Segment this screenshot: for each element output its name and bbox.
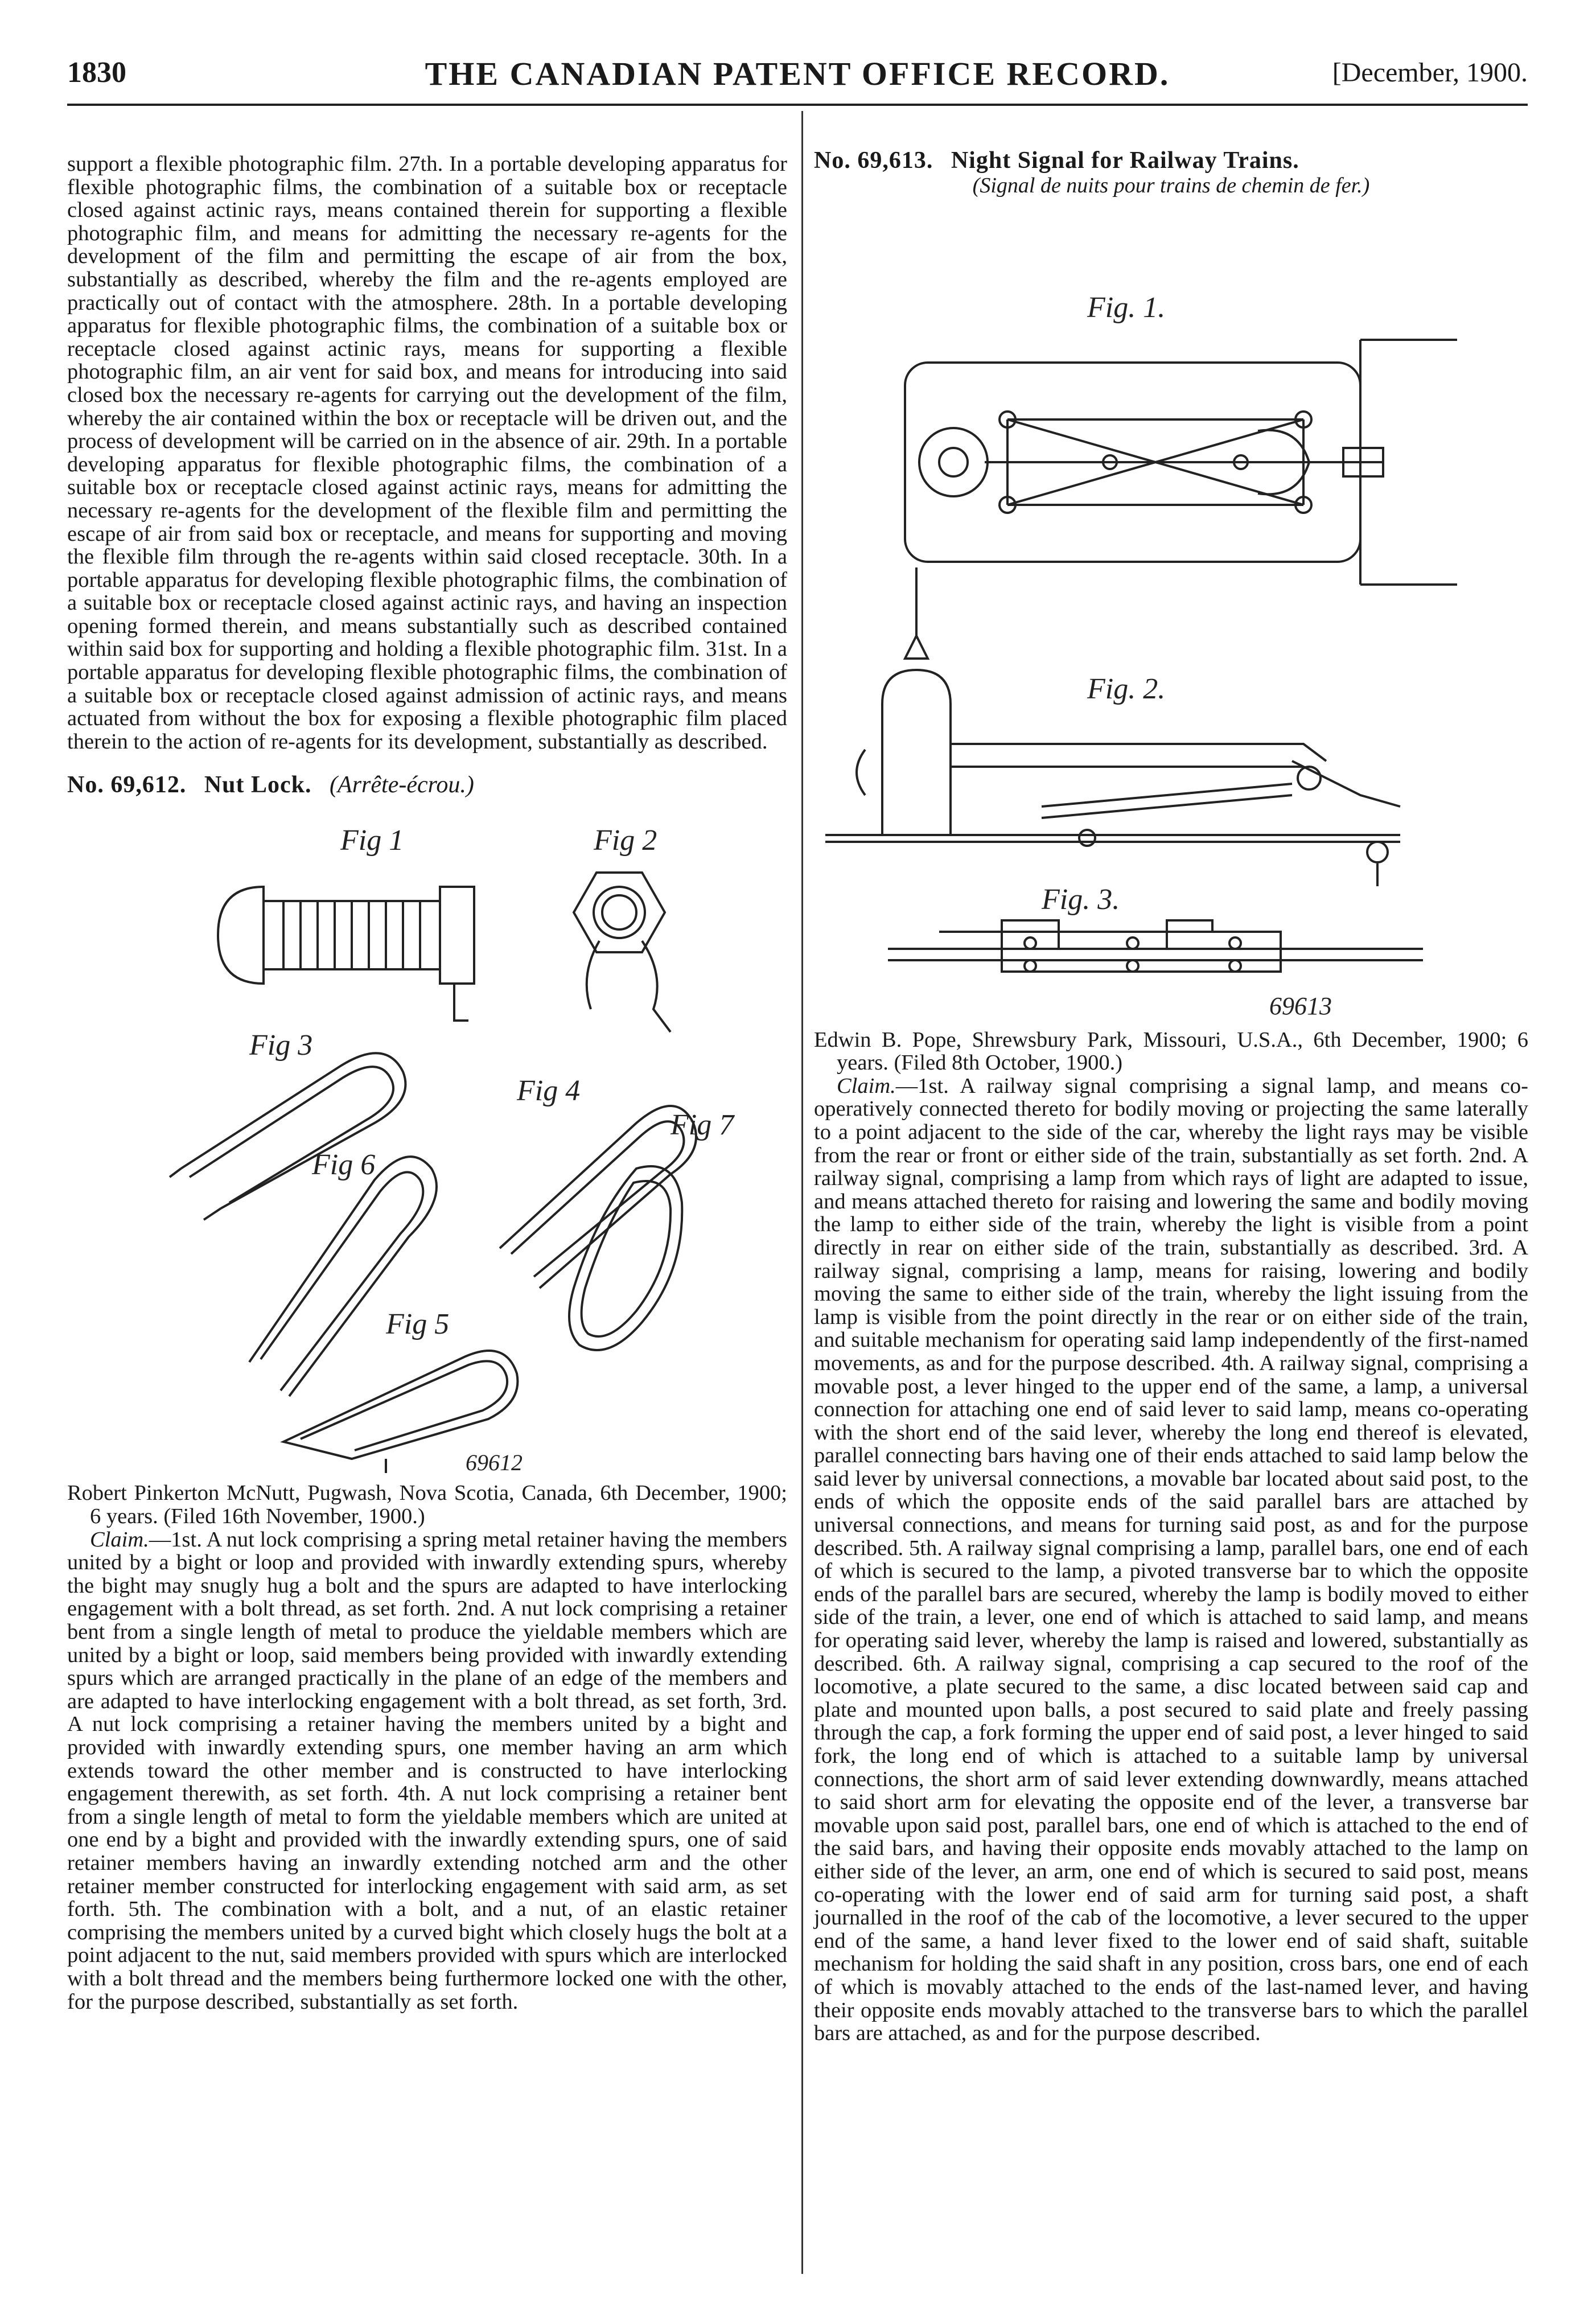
claim-text: —1st. A railway signal comprising a signal lamp, and means co-operatively connected thereto for bodily moving or projecting the same laterally to a point adjacent to the side of the car, whereby the light rays may be visible from the rear or front or either side of the train, substantially as set forth. 2nd. A railway signal, comprising a lamp from which rays of light are adapted to issue, and means attached thereto for raising and lowering the same and bodily moving the lamp to either side of the train, whereby the light is visible from a point directly in rear on either side of the train, substantially as described. 3rd. A railway signal, comprising a lamp, means for raising, lowering and bodily moving the same to either side of the train, whereby the light issuing from the lamp is visible from the point directly in the rear or on either side of the train, and suitable mechanism for operating said lamp independently of the first-named movements, as and for the purpose described. 4th. A railway signal, comprising a movable post, a lever hinged to the upper end of the same, a lamp, a universal connection for attaching one end of said lever to said lamp, means co-operating with the short end of the said lever, whereby the long end thereof is elevated, parallel connecting bars having one of their ends attached to said lamp below the said lever by universal connections, a movable bar located about said post, to the ends of which the opposite ends of the said parallel bars are attached by universal connections, and means for turning said post, as and for the purpose described. 5th. A railway signal comprising a lamp, parallel bars, one end of each of which is secured to the lamp, a pivoted transverse bar to which the opposite ends of the parallel bars are secured, whereby the lamp is bodily moved to either side of the train, a lever, one end of which is attached to said lamp, and means for operating said lever, whereby the lamp is raised and lowered, substantially as described. 6th. A railway signal, comprising a cap secured to the roof of the locomotive, a plate secured to the same, a disc located between said cap and plate and mounted upon balls, a post secured to said plate and freely passing through the cap, a fork forming the upper end of said post, a lever hinged to said fork, the long end of which is attached to a suitable lamp by universal connections, the short arm of said lever extending downwardly, means attached to said short arm for elevating the opposite end of the lever, a transverse bar movable upon said post, parallel bars, one end of which is attached to the end of the said bars, and having their opposite ends movably attached to the lamp on either side of the lever, an arm, one end of which is secured to said post, means co-operating with the lower end of said arm for turning said post, a shaft journalled in the roof of the cab of the locomotive, a lever secured to the upper end of the same, a hand lever fixed to the lower end of said shaft, suitable mechanism for holding the said shaft in any position, cross bars, one end of each of which is movably attached to the ends of the last-named lever, and having their opposite ends movably attached to the transverse bars to which the parallel bars are attached, as and for the purpose described. bbox=[814, 1073, 1528, 2046]
railway-signal-drawing bbox=[814, 203, 1528, 1017]
patent-french-title: (Signal de nuits pour trains de chemin de fer.) bbox=[972, 174, 1370, 198]
patent-heading bbox=[814, 147, 1528, 174]
fig-2-label: Fig 2 bbox=[594, 824, 657, 857]
patent-number: No. 69,613. bbox=[814, 147, 933, 174]
fig-2-label: Fig. 2. bbox=[1087, 672, 1166, 705]
claim-label: Claim. bbox=[90, 1527, 149, 1552]
right-column bbox=[814, 147, 1528, 2045]
figure-number: 69612 bbox=[466, 1450, 523, 1476]
fig-1-label: Fig. 1. bbox=[1087, 291, 1166, 324]
fig-6-label: Fig 6 bbox=[312, 1149, 376, 1182]
claim-label: Claim. bbox=[837, 1073, 896, 1098]
patent-title: Nut Lock. bbox=[204, 772, 312, 799]
page-header bbox=[67, 52, 1528, 106]
column-divider bbox=[801, 111, 803, 2274]
fig-3-label: Fig. 3. bbox=[1042, 883, 1120, 916]
left-column bbox=[67, 153, 787, 2013]
patent-heading bbox=[67, 771, 787, 799]
fig-4-label: Fig 4 bbox=[517, 1075, 581, 1108]
fig-3-label: Fig 3 bbox=[249, 1029, 313, 1062]
claim-text: —1st. A nut lock comprising a spring metal retainer having the members united by a bight or loop and provided with inwardly extending spurs, whereby the bight may snugly hug a bolt and the spurs are adapted to have interlocking engagement with a bolt thread, as set forth. 2nd. A nut lock comprising a retainer bent from a single length of metal to produce the yieldable members which are united by a bight or loop, said members being provided with inwardly extending spurs which are arranged practically in the plane of an edge of the members and are adapted to have interlocking engagement with a bolt thread, as set forth, 3rd. A nut lock comprising a retainer having the members united by a bight and provided with inwardly extending spurs, one member having an arm which extends toward the other member and is constructed to have interlocking engagement therewith, as set forth. 4th. A nut lock comprising a retainer bent from a single length of metal to form the yieldable members which are united at one end by a bight and provided with the inwardly extending spurs, one of said retainer members having an inwardly extending notched arm and the other retainer member constructed for interlocking engagement with said arm, as set forth. 5th. The combination with a bolt, and a nut, of an elastic retainer comprising the members united by a curved bight which closely hugs the bolt at a point adjacent to the nut, said members provided with spurs which are interlocked with a bolt thread and the members being furthermore locked one with the other, for the purpose described, substantially as set forth. bbox=[67, 1527, 787, 2014]
continuation-text: support a flexible photographic film. 27th. In a portable developing apparatus for flexible photographic films, the combination of a suitable box or receptacle closed against actinic rays, means contained therein for supporting a flexible photographic film, and means for admitting the necessary re-agents for the development of the film and permitting the escape of air from the box, substantially as described, whereby the film and the re-agents employed are practically out of contact with the atmosphere. 28th. In a portable developing apparatus for flexible photographic films, the combination of a suitable box or receptacle closed against actinic rays, means for supporting a flexible photographic film, an air vent for said box, and means for introducing into said closed box the necessary re-agents for carrying out the development of the film, whereby the air contained within the box or receptacle will be driven out, and the process of development will be carried on in the absence of air. 29th. In a portable developing apparatus for flexible photographic films, the combination of a suitable box or receptacle closed against actinic rays, means for admitting the necessary re-agents for the development of the flexible film and permitting the escape of air from said box or receptacle, and means for supporting and moving the flexible film through the re-agents within said closed receptacle. 30th. In a portable apparatus for developing flexible photographic films, the combination of a suitable box or receptacle closed against actinic rays, and having an inspection opening formed therein, and means substantially such as described contained within said box for supporting and holding a flexible photographic film. 31st. In a portable apparatus for developing flexible photographic films, the combination of a suitable box or receptacle closed against admission of actinic rays, and means actuated from without the box for exposing a flexible photographic film placed therein to the action of re-agents for its development, substantially as described. bbox=[67, 152, 787, 754]
patentee-info: Edwin B. Pope, Shrewsbury Park, Missouri, U.S.A., 6th December, 1900; 6 years. (Filed 8th October, 1900.) bbox=[814, 1027, 1528, 1075]
patent-french-title: (Arrête-écrou.) bbox=[330, 772, 474, 799]
issue-date: [December, 1900. bbox=[1332, 57, 1528, 88]
journal-title: THE CANADIAN PATENT OFFICE RECORD. bbox=[425, 55, 1170, 92]
fig-5-label: Fig 5 bbox=[386, 1308, 450, 1341]
patent-title: Night Signal for Railway Trains. bbox=[951, 147, 1299, 174]
fig-1-label: Fig 1 bbox=[340, 824, 404, 857]
patentee-info: Robert Pinkerton McNutt, Pugwash, Nova Scotia, Canada, 6th December, 1900; 6 years. (Filed 16th November, 1900.) bbox=[67, 1481, 787, 1529]
nut-lock-drawing bbox=[67, 804, 787, 1476]
figure-number: 69613 bbox=[1269, 992, 1332, 1017]
fig-7-label: Fig 7 bbox=[671, 1109, 734, 1142]
claim-paragraph bbox=[814, 1075, 1528, 2045]
page-number: 1830 bbox=[67, 56, 126, 89]
patent-number: No. 69,612. bbox=[67, 772, 187, 799]
claim-paragraph bbox=[67, 1528, 787, 2013]
